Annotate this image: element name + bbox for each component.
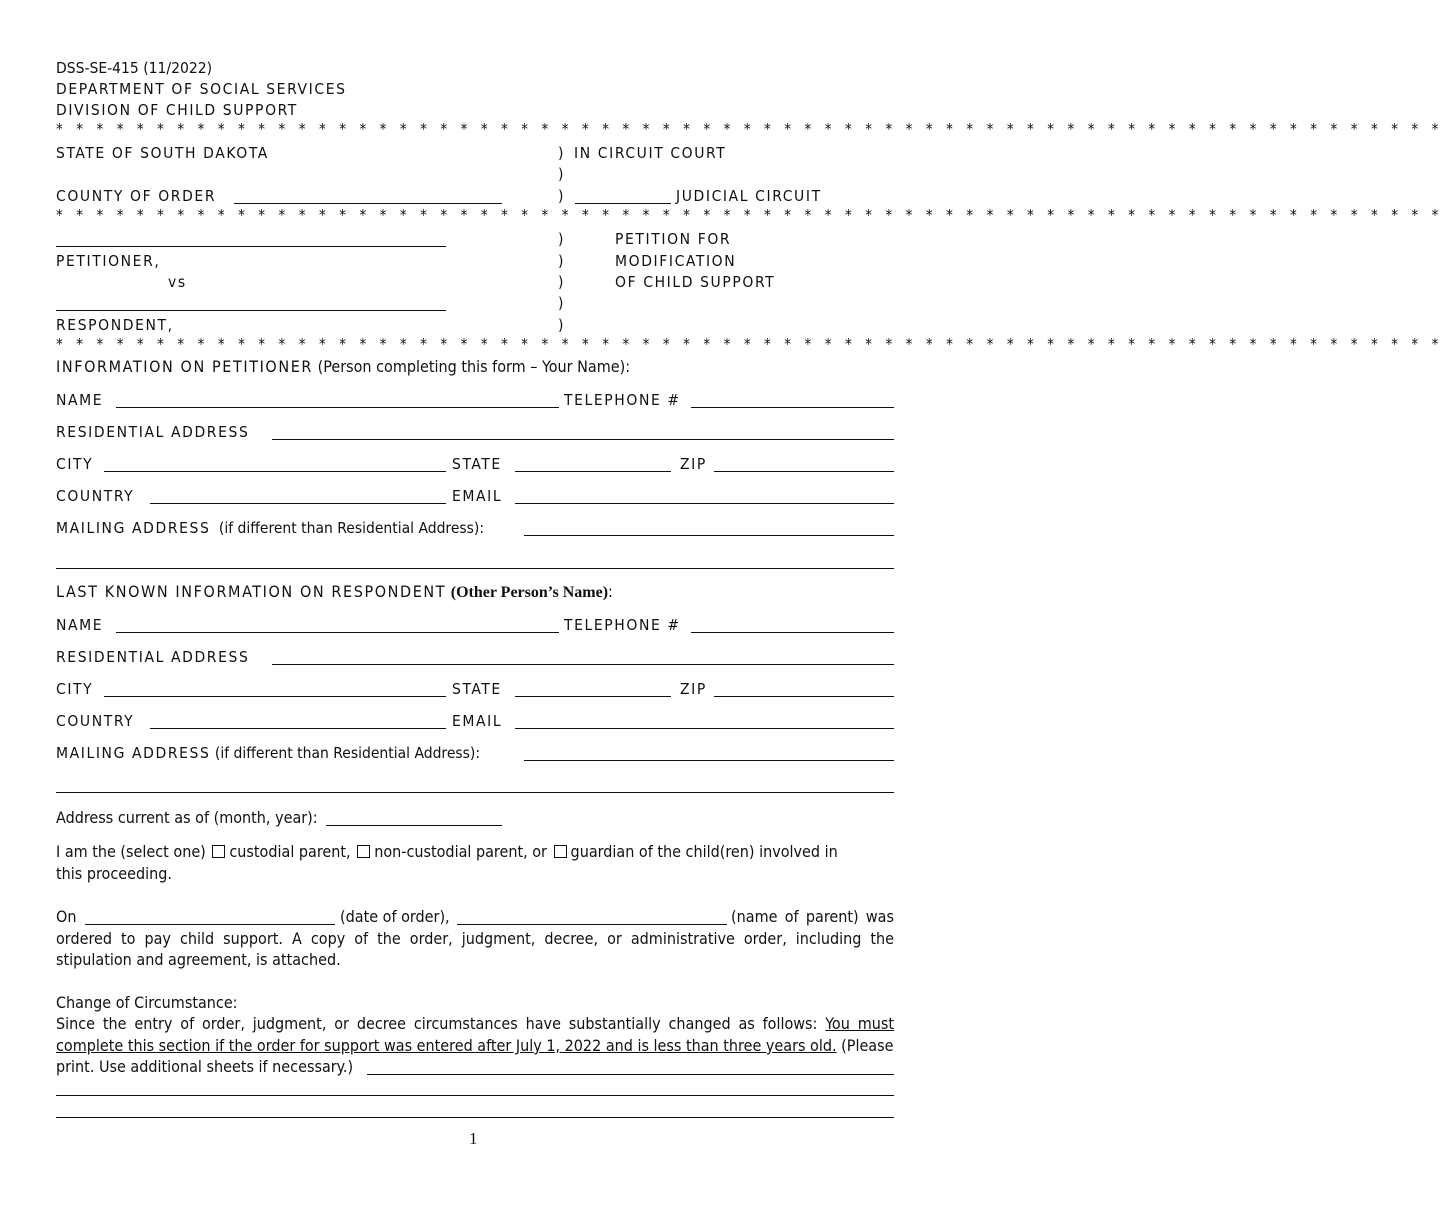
circumstance-heading: Change of Circumstance: [56, 993, 238, 1012]
document-title-line2: MODIFICATION [615, 252, 737, 270]
petitioner-mailing-row [56, 518, 484, 538]
guardian-label: guardian of the child(ren) involved in [570, 842, 838, 861]
petitioner-mailing-input[interactable] [524, 535, 894, 536]
respondent-heading-colon: : [608, 582, 613, 601]
address-current-input[interactable] [326, 825, 502, 826]
document-title-line3: OF CHILD SUPPORT [615, 273, 776, 291]
respondent-section-heading [56, 582, 613, 603]
respondent-country-input[interactable] [150, 728, 446, 729]
noncustodial-label: non-custodial parent, or [374, 842, 547, 861]
vs-label: vs [168, 273, 187, 291]
petitioner-state-input[interactable] [515, 471, 671, 472]
petitioner-city-label: CITY [56, 455, 94, 473]
order-date-label: (date of order), [340, 907, 450, 926]
respondent-heading-label: LAST KNOWN INFORMATION ON RESPONDENT [56, 582, 447, 601]
circumstance-line-3: print. Use additional sheets if necessary.) [56, 1057, 354, 1076]
paren: ) [558, 316, 564, 334]
respondent-label: RESPONDENT, [56, 316, 174, 334]
circumstance-input-3[interactable] [56, 1117, 894, 1118]
county-field[interactable] [234, 203, 502, 204]
petitioner-zip-input[interactable] [714, 471, 894, 472]
order-line-3: stipulation and agreement, is attached. [56, 950, 341, 969]
circumstance-line-1-underlined: You must [825, 1014, 894, 1033]
paren: ) [558, 273, 564, 291]
respondent-email-label: EMAIL [452, 712, 503, 730]
county-label: COUNTY OF ORDER [56, 187, 217, 205]
state-label: STATE OF SOUTH DAKOTA [56, 144, 269, 162]
division-name: DIVISION OF CHILD SUPPORT [56, 101, 298, 119]
circumstance-line-1-plain: Since the entry of order, judgment, or decree circumstances have substantially changed as follows: [56, 1014, 818, 1033]
document-title-line1: PETITION FOR [615, 230, 732, 248]
respondent-country-label: COUNTRY [56, 712, 135, 730]
respondent-mailing-input-2[interactable] [56, 792, 894, 793]
order-line-2: ordered to pay child support. A copy of the order, judgment, decree, or administrative order, including the [56, 929, 894, 948]
order-parent-label: (name of parent) was [731, 907, 894, 926]
circumstance-input-2[interactable] [56, 1095, 894, 1096]
judicial-circuit-label: JUDICIAL CIRCUIT [676, 187, 822, 205]
paren: ) [558, 294, 564, 312]
address-current-label: Address current as of (month, year): [56, 808, 318, 827]
circumstance-line-2-plain: (Please [841, 1036, 894, 1055]
department-name: DEPARTMENT OF SOCIAL SERVICES [56, 80, 347, 98]
paren: ) [558, 230, 564, 248]
respondent-mailing-note: (if different than Residential Address): [214, 744, 481, 762]
paren: ) [558, 187, 564, 205]
respondent-name-input[interactable] [116, 632, 559, 633]
star-divider-1: * * * * * * * * * * * * * * * * * * * * * * * * * * * * * * * * * * * * * * * * * * * * * * * * * * * * * * * * * * * * * * * * * * * * * [56, 120, 1443, 138]
star-divider-3: * * * * * * * * * * * * * * * * * * * * * * * * * * * * * * * * * * * * * * * * * * * * * * * * * * * * * * * * * * * * * * * * * * * * * [56, 335, 1443, 353]
petitioner-residential-input[interactable] [272, 439, 894, 440]
respondent-name-label: NAME [56, 616, 104, 634]
petitioner-city-input[interactable] [104, 471, 446, 472]
petitioner-section-heading [56, 357, 630, 377]
respondent-residential-label: RESIDENTIAL ADDRESS [56, 648, 250, 666]
petitioner-zip-label: ZIP [680, 455, 707, 473]
paren: ) [558, 165, 564, 183]
respondent-heading-note: (Other Person’s Name) [450, 584, 609, 601]
petitioner-mailing-input-2[interactable] [56, 568, 894, 569]
court-label: IN CIRCUIT COURT [574, 144, 727, 162]
star-divider-2: * * * * * * * * * * * * * * * * * * * * * * * * * * * * * * * * * * * * * * * * * * * * * * * * * * * * * * * * * * * * * * * * * * * * * [56, 206, 1443, 224]
respondent-email-input[interactable] [515, 728, 894, 729]
respondent-mailing-row [56, 743, 480, 763]
custodial-label: custodial parent, [229, 842, 351, 861]
order-parent-name-input[interactable] [457, 924, 727, 925]
paren: ) [558, 252, 564, 270]
respondent-city-label: CITY [56, 680, 94, 698]
petitioner-email-input[interactable] [515, 503, 894, 504]
circumstance-line-2-underlined: complete this section if the order for support was entered after July 1, 2022 and is less than three years old. [56, 1036, 837, 1055]
circumstance-line-1 [56, 1014, 894, 1034]
respondent-state-label: STATE [452, 680, 502, 698]
petitioner-label: PETITIONER, [56, 252, 161, 270]
petitioner-name-label: NAME [56, 391, 104, 409]
petitioner-state-label: STATE [452, 455, 502, 473]
respondent-city-input[interactable] [104, 696, 446, 697]
guardian-checkbox[interactable] [554, 845, 567, 858]
respondent-residential-input[interactable] [272, 664, 894, 665]
form-id: DSS-SE-415 (11/2022) [56, 59, 213, 77]
petitioner-heading-label: INFORMATION ON PETITIONER [56, 357, 314, 376]
role-prefix: I am the (select one) [56, 842, 206, 861]
role-selection-line [56, 842, 894, 862]
role-suffix: this proceeding. [56, 864, 172, 883]
petitioner-name-field[interactable] [56, 246, 446, 247]
noncustodial-checkbox[interactable] [357, 845, 370, 858]
petitioner-heading-note: (Person completing this form – Your Name): [317, 357, 631, 376]
petitioner-email-label: EMAIL [452, 487, 503, 505]
respondent-state-input[interactable] [515, 696, 671, 697]
respondent-mailing-input[interactable] [524, 760, 894, 761]
custodial-checkbox[interactable] [212, 845, 225, 858]
circumstance-input-1[interactable] [367, 1074, 894, 1075]
petitioner-name-input[interactable] [116, 407, 559, 408]
respondent-mailing-label: MAILING ADDRESS [56, 744, 211, 762]
petitioner-country-input[interactable] [150, 503, 446, 504]
petitioner-mailing-label: MAILING ADDRESS [56, 519, 211, 537]
petitioner-mailing-note: (if different than Residential Address): [218, 519, 485, 537]
order-on-label: On [56, 907, 77, 926]
respondent-name-field[interactable] [56, 310, 446, 311]
respondent-zip-label: ZIP [680, 680, 707, 698]
paren: ) [558, 144, 564, 162]
circuit-number-field[interactable] [575, 203, 671, 204]
petitioner-country-label: COUNTRY [56, 487, 135, 505]
page-number: 1 [469, 1129, 478, 1148]
petitioner-residential-label: RESIDENTIAL ADDRESS [56, 423, 250, 441]
petitioner-telephone-input[interactable] [691, 407, 894, 408]
respondent-telephone-label: TELEPHONE # [564, 616, 681, 634]
petitioner-telephone-label: TELEPHONE # [564, 391, 681, 409]
circumstance-line-2 [56, 1036, 893, 1056]
order-date-input[interactable] [85, 924, 335, 925]
respondent-telephone-input[interactable] [691, 632, 894, 633]
respondent-zip-input[interactable] [714, 696, 894, 697]
